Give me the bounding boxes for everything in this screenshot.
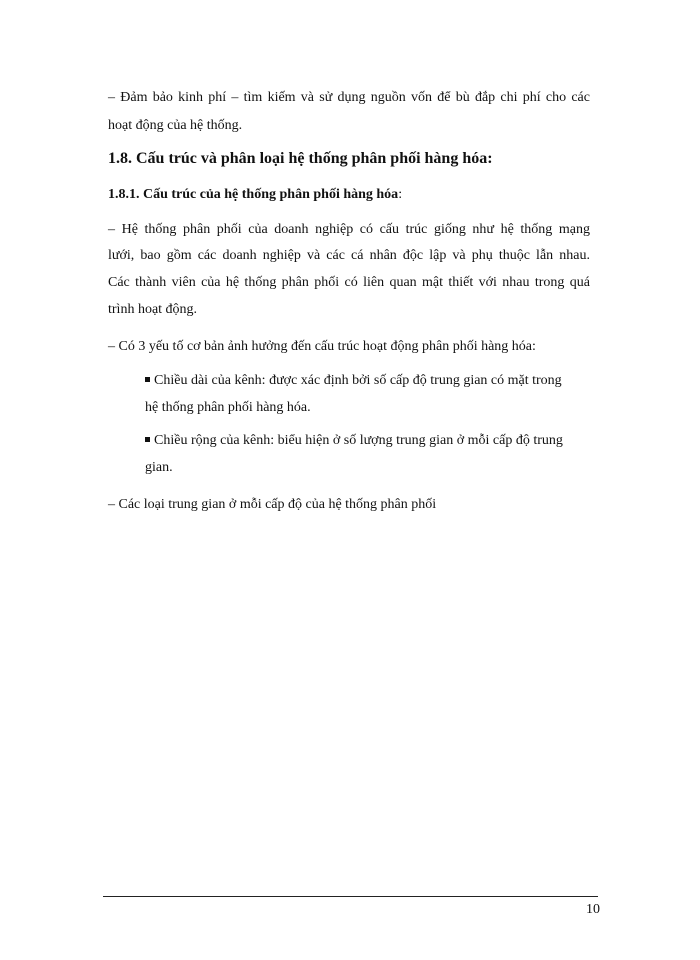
bullet-length-line-2: hệ thống phân phối hàng hóa. [145, 400, 311, 415]
footer-divider [103, 896, 598, 897]
square-bullet-icon [145, 437, 150, 442]
section-heading-1-8-1 [108, 187, 402, 203]
square-bullet-icon [145, 377, 150, 382]
para1-line-2: lưới, bao gồm các doanh nghiệp và các cá nhân độc lập và phụ thuộc lẫn nhau. [108, 248, 590, 263]
section-heading-1-8: 1.8. Cấu trúc và phân loại hệ thống phân phối hàng hóa: [108, 150, 493, 167]
intro-line-1: – Đảm bảo kinh phí – tìm kiếm và sử dụng nguồn vốn để bù đắp chi phí cho các [108, 90, 590, 105]
bullet-item-length [145, 373, 562, 389]
bullet-width-line-1: Chiều rộng của kênh: biểu hiện ở số lượng trung gian ở mỗi cấp độ trung [154, 433, 563, 448]
intro-line-2: hoạt động của hệ thống. [108, 118, 243, 133]
section-heading-1-8-1-colon: : [398, 187, 403, 202]
para3-line-1: – Các loại trung gian ở mỗi cấp độ của hệ thống phân phối [108, 497, 437, 512]
para1-line-1: – Hệ thống phân phối của doanh nghiệp có cấu trúc giống như hệ thống mạng [108, 222, 590, 237]
bullet-width-line-2: gian. [145, 460, 173, 475]
para1-line-3: Các thành viên của hệ thống phân phối có liên quan mật thiết với nhau trong quá [108, 275, 590, 290]
bullet-item-width [145, 433, 563, 449]
section-heading-1-8-1-text: 1.8.1. Cấu trúc của hệ thống phân phối hàng hóa [108, 187, 399, 202]
page-number: 10 [586, 902, 600, 917]
para1-line-4: trình hoạt động. [108, 302, 198, 317]
bullet-length-line-1: Chiều dài của kênh: được xác định bởi số cấp độ trung gian có mặt trong [154, 373, 562, 388]
para2-line-1: – Có 3 yếu tố cơ bản ảnh hưởng đến cấu trúc hoạt động phân phối hàng hóa: [108, 339, 536, 354]
